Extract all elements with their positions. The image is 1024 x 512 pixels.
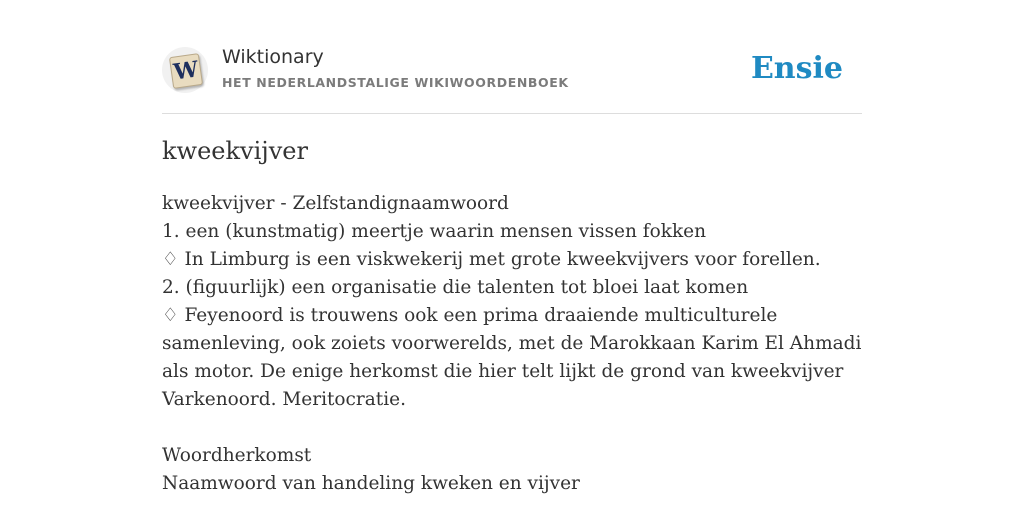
etymology-heading: Woordherkomst — [162, 445, 312, 466]
logo-letter: W — [171, 56, 201, 86]
logo-tile-icon — [169, 53, 203, 89]
page-title: kweekvijver — [162, 137, 308, 165]
sense-2: 2. (figuurlijk) een organisatie die talenten tot bloei laat komen — [162, 277, 749, 298]
spacer — [162, 414, 862, 442]
sense-1: 1. een (kunstmatig) meertje waarin mensen vissen fokken — [162, 221, 707, 242]
header-divider — [162, 113, 862, 114]
ensie-brand-logo[interactable]: Ensie — [750, 51, 843, 86]
wiktionary-logo[interactable] — [162, 47, 208, 93]
entry-content — [162, 190, 862, 498]
site-name[interactable]: Wiktionary — [222, 46, 324, 68]
etymology-text: Naamwoord van handeling kweken en vijver — [162, 473, 580, 494]
site-tagline: HET NEDERLANDSTALIGE WIKIWOORDENBOEK — [222, 75, 569, 90]
example-2: ♢ Feyenoord is trouwens ook een prima draaiende multiculturele samenleving, ook zoiets voorwerelds, met de Marokkaan Karim El Ahmadi als motor. De enige herkomst die hier telt lijkt de grond van kweekvijver Varkenoord. Meritocratie. — [162, 305, 862, 410]
site-header — [162, 44, 862, 98]
example-1: ♢ In Limburg is een viskwekerij met grote kweekvijvers voor forellen. — [162, 249, 821, 270]
definition-heading: kweekvijver - Zelfstandignaamwoord — [162, 193, 509, 214]
